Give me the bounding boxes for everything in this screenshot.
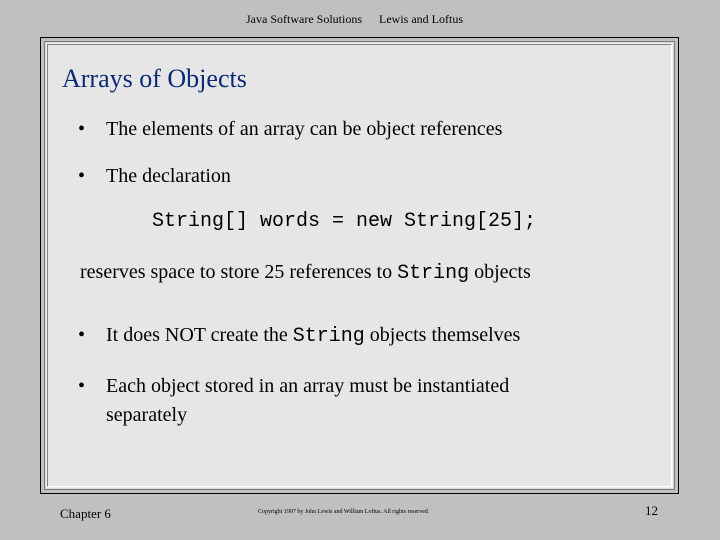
bullet-item-3	[78, 321, 520, 351]
bullet-dot: •	[78, 324, 86, 346]
bullet-text: The declaration	[106, 165, 231, 187]
bullet-text: The elements of an array can be object references	[106, 118, 503, 140]
header-authors: Lewis and Loftus	[379, 12, 463, 26]
string-type-code: String	[292, 325, 365, 348]
header-book-title: Java Software Solutions	[246, 12, 362, 26]
footer-copyright: Copyright 1997 by John Lewis and William Loftus. All rights reserved.	[258, 509, 430, 515]
bullet-item-4	[78, 372, 509, 430]
bullet-text-start: It does NOT create the	[106, 324, 293, 346]
bullet-text-continued: separately	[106, 404, 188, 426]
bullet-text: Each object stored in an array must be instantiated	[106, 375, 510, 397]
bullet-text-end: objects themselves	[364, 324, 521, 346]
bullet-item-1	[78, 115, 502, 144]
reserves-text-end: objects	[469, 261, 531, 283]
bullet-dot: •	[78, 165, 86, 187]
reserves-text-start: reserves space to store 25 references to	[80, 261, 398, 283]
bullet-dot: •	[78, 118, 86, 140]
reserves-text	[80, 258, 531, 288]
slide-title: Arrays of Objects	[62, 64, 247, 93]
footer-chapter: Chapter 6	[60, 506, 111, 521]
string-type-code: String	[397, 262, 470, 285]
footer-page-number: 12	[645, 503, 658, 518]
bullet-dot: •	[78, 375, 86, 397]
code-declaration: String[] words = new String[25];	[152, 210, 537, 233]
bullet-item-2	[78, 162, 231, 191]
